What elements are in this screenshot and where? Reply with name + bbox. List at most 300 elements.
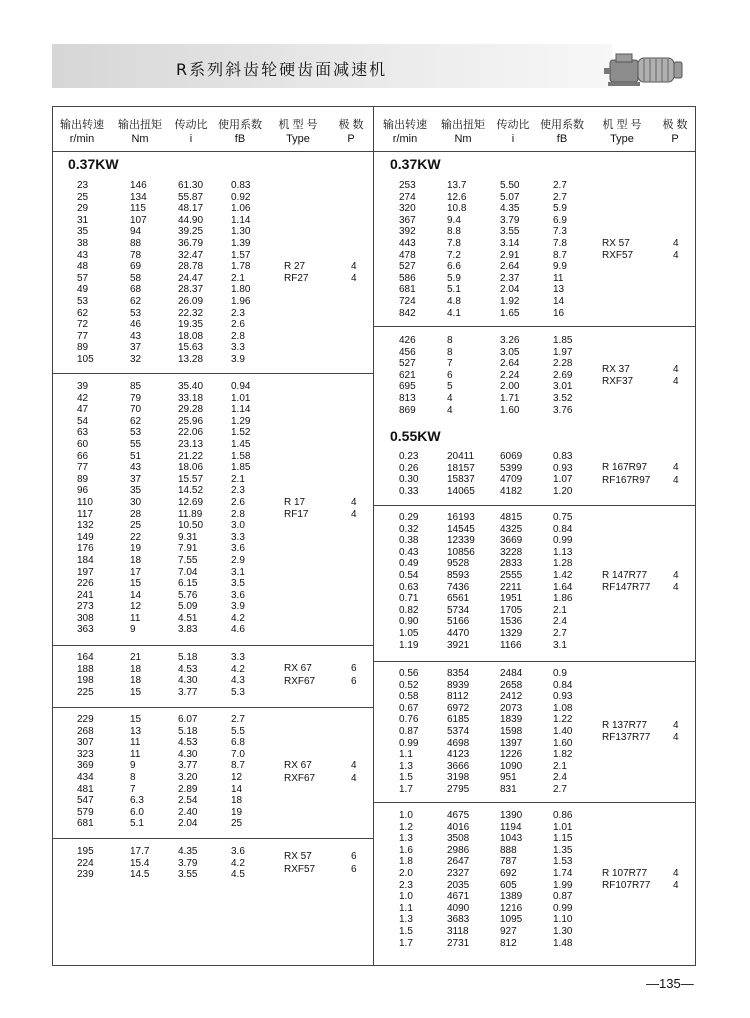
cell-ratio: 36.79 [178, 237, 204, 249]
cell-ratio: 4.51 [178, 612, 198, 624]
cell-torque: 8112 [447, 691, 469, 703]
cell-factor: 1.78 [231, 261, 251, 273]
pole-value: 4 [351, 260, 357, 272]
cell-factor: 1.52 [231, 427, 251, 439]
cell-factor: 2.6 [231, 319, 245, 331]
model-code: RF167R97 [602, 474, 651, 486]
cell-ratio: 4709 [500, 474, 523, 486]
cell-torque: 4.8 [447, 295, 461, 307]
cell-speed: 681 [77, 818, 94, 830]
column-speed [399, 668, 418, 796]
column-factor [231, 381, 250, 636]
cell-torque: 4671 [447, 891, 470, 903]
cell-factor: 1.39 [231, 237, 251, 249]
column-unit: fB [234, 133, 246, 145]
cell-torque: 6561 [447, 593, 470, 605]
cell-factor: 1.60 [553, 737, 573, 749]
cell-torque: 2647 [447, 856, 470, 868]
group-rule [373, 802, 696, 803]
cell-ratio: 1390 [500, 810, 523, 821]
cell-factor: 2.9 [231, 554, 245, 566]
cell-factor: 2.3 [231, 485, 245, 497]
cell-speed: 38 [77, 237, 89, 249]
cell-speed: 273 [77, 601, 94, 613]
cell-ratio: 2833 [500, 558, 523, 570]
cell-ratio: 2.40 [178, 806, 198, 818]
cell-factor: 1.64 [553, 581, 573, 593]
group-rule [373, 326, 696, 327]
cell-factor: 1.85 [231, 462, 251, 474]
pole-count [673, 868, 679, 893]
cell-ratio: 2.64 [500, 358, 520, 370]
cell-speed: 547 [77, 795, 94, 807]
cell-ratio: 2.04 [178, 818, 198, 830]
column-unit: Type [286, 133, 310, 145]
cell-speed: 1.7 [399, 937, 413, 949]
cell-torque: 62 [130, 295, 142, 307]
cell-torque: 55 [130, 438, 142, 450]
cell-factor: 1.08 [553, 702, 573, 714]
cell-factor: 1.97 [553, 346, 573, 358]
column-torque [130, 381, 141, 636]
cell-torque: 37 [130, 342, 142, 354]
cell-factor: 4.2 [231, 612, 245, 624]
pole-count [673, 364, 679, 389]
pole-count [673, 720, 679, 745]
cell-factor: 3.3 [231, 652, 245, 663]
cell-factor: 2.4 [553, 616, 567, 628]
column-torque [130, 180, 147, 366]
model-code: R 147R77 [602, 569, 648, 581]
cell-factor: 0.99 [553, 902, 573, 914]
column-unit: P [347, 133, 355, 145]
gear-motor-icon [602, 46, 686, 90]
cell-torque: 16193 [447, 512, 475, 523]
cell-torque: 58 [130, 272, 142, 284]
model-code: RXF57 [602, 250, 634, 262]
column-speed [399, 810, 413, 949]
cell-torque: 6.3 [130, 795, 144, 807]
cell-torque: 22 [130, 531, 142, 543]
cell-factor: 4.2 [231, 663, 245, 675]
pole-value: 4 [351, 496, 357, 508]
cell-speed: 184 [77, 554, 94, 566]
cell-factor: 1.80 [231, 284, 251, 296]
column-unit: fB [556, 133, 568, 145]
cell-ratio: 3.55 [178, 869, 198, 881]
cell-speed: 1.3 [399, 760, 413, 772]
cell-factor: 3.6 [231, 846, 245, 857]
cell-factor: 2.4 [553, 772, 567, 784]
cell-factor: 0.83 [231, 180, 251, 191]
cell-factor: 3.0 [231, 520, 245, 532]
cell-torque: 2795 [447, 783, 470, 795]
model-code: R 167R97 [602, 462, 648, 474]
model-code: RF27 [284, 273, 309, 285]
cell-ratio: 7.91 [178, 543, 198, 555]
column-torque [447, 451, 475, 497]
cell-speed: 89 [77, 342, 89, 354]
cell-speed: 225 [77, 686, 94, 698]
cell-ratio: 1095 [500, 914, 523, 926]
pole-value: 4 [351, 760, 357, 771]
cell-speed: 813 [399, 392, 416, 404]
cell-factor: 3.6 [231, 543, 245, 555]
column-speed [399, 180, 416, 319]
column-unit: r/min [392, 133, 418, 145]
cell-ratio: 787 [500, 856, 517, 868]
cell-ratio: 5.07 [500, 191, 520, 203]
cell-torque: 9.4 [447, 214, 461, 226]
pole-value: 6 [351, 863, 357, 875]
column-header: 极 数 [662, 119, 688, 131]
cell-ratio: 1.92 [500, 295, 520, 307]
cell-speed: 0.49 [399, 558, 419, 570]
cell-speed: 320 [399, 203, 416, 215]
cell-speed: 2.0 [399, 867, 413, 879]
cell-torque: 5.1 [130, 818, 144, 830]
model-code: RX 67 [284, 760, 312, 771]
cell-ratio: 3.83 [178, 624, 198, 636]
column-unit: Type [610, 133, 634, 145]
column-divider [373, 106, 374, 966]
cell-factor: 3.01 [553, 381, 573, 393]
column-header: 机 型 号 [602, 119, 642, 131]
cell-torque: 2986 [447, 844, 470, 856]
model-code: RF17 [284, 509, 309, 521]
cell-factor: 4.6 [231, 624, 245, 636]
cell-speed: 0.56 [399, 668, 419, 679]
cell-speed: 869 [399, 404, 416, 416]
pole-count [351, 261, 357, 286]
pole-value: 4 [351, 509, 357, 521]
cell-speed: 57 [77, 272, 89, 284]
column-factor [553, 180, 567, 319]
model-type [284, 663, 315, 688]
cell-speed: 1.3 [399, 833, 413, 845]
cell-factor: 1.53 [553, 856, 573, 868]
cell-torque: 14 [130, 589, 142, 601]
cell-torque: 11 [130, 748, 141, 760]
cell-torque: 115 [130, 203, 146, 215]
cell-ratio: 3.77 [178, 760, 198, 772]
cell-factor: 1.29 [231, 415, 251, 427]
cell-torque: 78 [130, 249, 142, 261]
cell-ratio: 3.79 [500, 214, 520, 226]
cell-factor: 1.85 [553, 335, 573, 346]
cell-ratio: 1598 [500, 725, 523, 737]
cell-factor: 0.99 [553, 535, 573, 547]
cell-factor: 0.93 [553, 462, 573, 474]
cell-speed: 0.52 [399, 679, 419, 691]
cell-ratio: 23.13 [178, 438, 204, 450]
cell-factor: 1.45 [231, 438, 251, 450]
cell-torque: 88 [130, 237, 142, 249]
cell-torque: 17.7 [130, 846, 150, 857]
cell-ratio: 4.53 [178, 737, 198, 749]
column-header: 使用系数 [540, 119, 584, 131]
cell-speed: 0.63 [399, 581, 419, 593]
pole-count [673, 238, 679, 263]
pole-value: 4 [351, 273, 357, 285]
cell-ratio: 24.47 [178, 272, 204, 284]
spec-table [52, 106, 696, 966]
column-speed [77, 846, 94, 881]
cell-ratio: 6069 [500, 451, 523, 462]
cell-factor: 1.13 [553, 546, 573, 558]
column-ratio [500, 335, 519, 416]
cell-torque: 8 [130, 771, 136, 783]
cell-ratio: 6.07 [178, 714, 198, 725]
cell-torque: 134 [130, 191, 147, 203]
column-ratio [500, 180, 519, 319]
group-rule [52, 645, 373, 646]
cell-torque: 7 [447, 358, 453, 370]
cell-ratio: 692 [500, 867, 517, 879]
cell-ratio: 13.28 [178, 353, 204, 365]
cell-factor: 4.3 [231, 675, 245, 687]
column-speed [77, 381, 94, 636]
cell-speed: 241 [77, 589, 94, 601]
cell-ratio: 605 [500, 879, 517, 891]
cell-torque: 4 [447, 404, 453, 416]
pole-value: 4 [673, 462, 679, 474]
pole-value: 6 [351, 663, 357, 675]
column-header: 机 型 号 [278, 119, 318, 131]
cell-ratio: 2.89 [178, 783, 198, 795]
cell-speed: 1.1 [399, 749, 413, 761]
cell-torque: 5 [447, 381, 453, 393]
cell-torque: 9 [130, 760, 136, 772]
cell-torque: 12 [130, 601, 142, 613]
cell-factor: 1.06 [231, 203, 251, 215]
cell-factor: 13 [553, 284, 565, 296]
cell-speed: 1.2 [399, 821, 413, 833]
cell-factor: 1.99 [553, 879, 573, 891]
column-torque [130, 652, 141, 698]
cell-torque: 9 [130, 624, 136, 636]
model-type [602, 868, 650, 893]
cell-torque: 13.7 [447, 180, 467, 191]
cell-ratio: 3669 [500, 535, 523, 547]
cell-speed: 96 [77, 485, 89, 497]
cell-torque: 21 [130, 652, 142, 663]
pole-count [673, 462, 679, 487]
cell-speed: 527 [399, 261, 416, 273]
cell-factor: 0.9 [553, 668, 567, 679]
cell-torque: 17 [130, 566, 142, 578]
cell-ratio: 4325 [500, 523, 523, 535]
cell-torque: 15837 [447, 474, 475, 486]
cell-torque: 7.8 [447, 237, 461, 249]
cell-factor: 0.92 [231, 191, 251, 203]
cell-torque: 15 [130, 578, 142, 590]
pole-value: 4 [673, 569, 679, 581]
cell-speed: 1.3 [399, 914, 413, 926]
cell-factor: 1.10 [553, 914, 573, 926]
cell-ratio: 39.25 [178, 226, 204, 238]
cell-speed: 31 [77, 214, 89, 226]
cell-torque: 11 [130, 737, 141, 749]
cell-speed: 66 [77, 450, 89, 462]
cell-torque: 14065 [447, 485, 475, 497]
cell-ratio: 927 [500, 925, 517, 937]
cell-factor: 2.7 [553, 180, 567, 191]
cell-speed: 0.23 [399, 451, 419, 462]
cell-speed: 392 [399, 226, 416, 238]
cell-ratio: 1839 [500, 714, 523, 726]
cell-factor: 5.3 [231, 686, 245, 698]
cell-ratio: 1389 [500, 891, 523, 903]
cell-ratio: 951 [500, 772, 517, 784]
cell-torque: 68 [130, 284, 142, 296]
cell-torque: 10856 [447, 546, 475, 558]
cell-factor: 25 [231, 818, 243, 830]
cell-ratio: 1536 [500, 616, 523, 628]
cell-factor: 14 [231, 783, 243, 795]
cell-torque: 18 [130, 663, 142, 675]
cell-speed: 527 [399, 358, 416, 370]
model-code: RX 37 [602, 363, 630, 375]
cell-torque: 2731 [447, 937, 470, 949]
cell-speed: 226 [77, 578, 94, 590]
model-code: RXF67 [284, 675, 316, 687]
cell-torque: 5734 [447, 604, 470, 616]
cell-speed: 1.19 [399, 639, 419, 651]
cell-factor: 1.86 [553, 593, 573, 605]
cell-torque: 43 [130, 462, 142, 474]
cell-ratio: 29.28 [178, 404, 204, 416]
cell-factor: 11 [553, 272, 564, 284]
cell-ratio: 3.79 [178, 857, 198, 869]
cell-factor: 8.7 [231, 760, 245, 772]
cell-speed: 0.29 [399, 512, 419, 523]
cell-ratio: 3.26 [500, 335, 520, 346]
cell-speed: 1.0 [399, 810, 413, 821]
cell-factor: 3.9 [231, 353, 245, 365]
cell-factor: 5.9 [553, 203, 567, 215]
column-ratio [500, 668, 522, 796]
pole-count [673, 570, 679, 595]
cell-factor: 6.8 [231, 737, 245, 749]
cell-ratio: 14.52 [178, 485, 204, 497]
cell-speed: 434 [77, 771, 94, 783]
column-unit: i [189, 133, 193, 145]
cell-speed: 0.87 [399, 725, 419, 737]
cell-speed: 274 [399, 191, 416, 203]
cell-factor: 0.93 [553, 691, 573, 703]
pole-value: 4 [673, 474, 679, 486]
header-rule [52, 151, 696, 152]
cell-speed: 1.1 [399, 902, 413, 914]
cell-torque: 12.6 [447, 191, 467, 203]
cell-factor: 0.84 [553, 523, 573, 535]
cell-torque: 14545 [447, 523, 475, 535]
cell-factor: 1.35 [553, 844, 573, 856]
model-type [602, 238, 633, 263]
cell-ratio: 11.89 [178, 508, 203, 520]
cell-factor: 3.1 [553, 639, 567, 651]
cell-ratio: 2.54 [178, 795, 198, 807]
cell-ratio: 1090 [500, 760, 523, 772]
cell-factor: 2.1 [553, 604, 567, 616]
cell-speed: 621 [399, 369, 416, 381]
cell-factor: 2.1 [553, 760, 567, 772]
column-torque [447, 180, 466, 319]
cell-ratio: 5.18 [178, 652, 198, 663]
cell-ratio: 1705 [500, 604, 523, 616]
cell-factor: 1.48 [553, 937, 573, 949]
cell-ratio: 18.06 [178, 462, 204, 474]
cell-ratio: 32.47 [178, 249, 204, 261]
cell-ratio: 3.77 [178, 686, 198, 698]
pole-value: 4 [673, 237, 679, 249]
cell-torque: 15 [130, 714, 142, 725]
cell-factor: 3.6 [231, 589, 245, 601]
column-factor [553, 810, 572, 949]
cell-torque: 6185 [447, 714, 470, 726]
cell-torque: 3198 [447, 772, 470, 784]
cell-factor: 0.86 [553, 810, 573, 821]
cell-factor: 0.75 [553, 512, 573, 523]
cell-torque: 7436 [447, 581, 470, 593]
cell-ratio: 3.14 [500, 237, 520, 249]
cell-torque: 3921 [447, 639, 470, 651]
cell-ratio: 2.00 [500, 381, 520, 393]
pole-value: 4 [673, 250, 679, 262]
page-number: —135— [646, 976, 694, 991]
cell-factor: 1.14 [231, 214, 251, 226]
column-ratio [178, 846, 197, 881]
cell-torque: 15.4 [130, 857, 150, 869]
cell-torque: 5.1 [447, 284, 461, 296]
model-code: RXF67 [284, 772, 316, 784]
cell-speed: 456 [399, 346, 416, 358]
cell-speed: 579 [77, 806, 94, 818]
cell-speed: 0.82 [399, 604, 419, 616]
cell-torque: 62 [130, 415, 142, 427]
power-rating: 0.55KW [390, 428, 441, 444]
column-unit: i [511, 133, 515, 145]
pole-count [351, 497, 357, 522]
cell-speed: 0.67 [399, 702, 419, 714]
cell-speed: 47 [77, 404, 89, 416]
cell-torque: 4.1 [447, 307, 461, 319]
cell-ratio: 2211 [500, 581, 522, 593]
pole-value: 6 [351, 851, 357, 863]
model-code: RX 57 [602, 237, 630, 249]
cell-speed: 253 [399, 180, 416, 191]
cell-speed: 308 [77, 612, 94, 624]
cell-torque: 35 [130, 485, 142, 497]
cell-speed: 842 [399, 307, 416, 319]
cell-ratio: 2555 [500, 569, 523, 581]
pole-value: 4 [673, 363, 679, 375]
cell-torque: 4470 [447, 627, 470, 639]
cell-torque: 53 [130, 427, 142, 439]
column-factor [553, 512, 572, 651]
cell-torque: 8593 [447, 569, 470, 581]
cell-ratio: 2.04 [500, 284, 520, 296]
cell-factor: 3.9 [231, 601, 245, 613]
power-rating: 0.37KW [68, 156, 119, 172]
cell-factor: 7.0 [231, 748, 245, 760]
cell-ratio: 5.76 [178, 589, 198, 601]
cell-ratio: 7.04 [178, 566, 198, 578]
cell-factor: 1.20 [553, 485, 573, 497]
model-type [602, 570, 650, 595]
cell-ratio: 4.53 [178, 663, 198, 675]
